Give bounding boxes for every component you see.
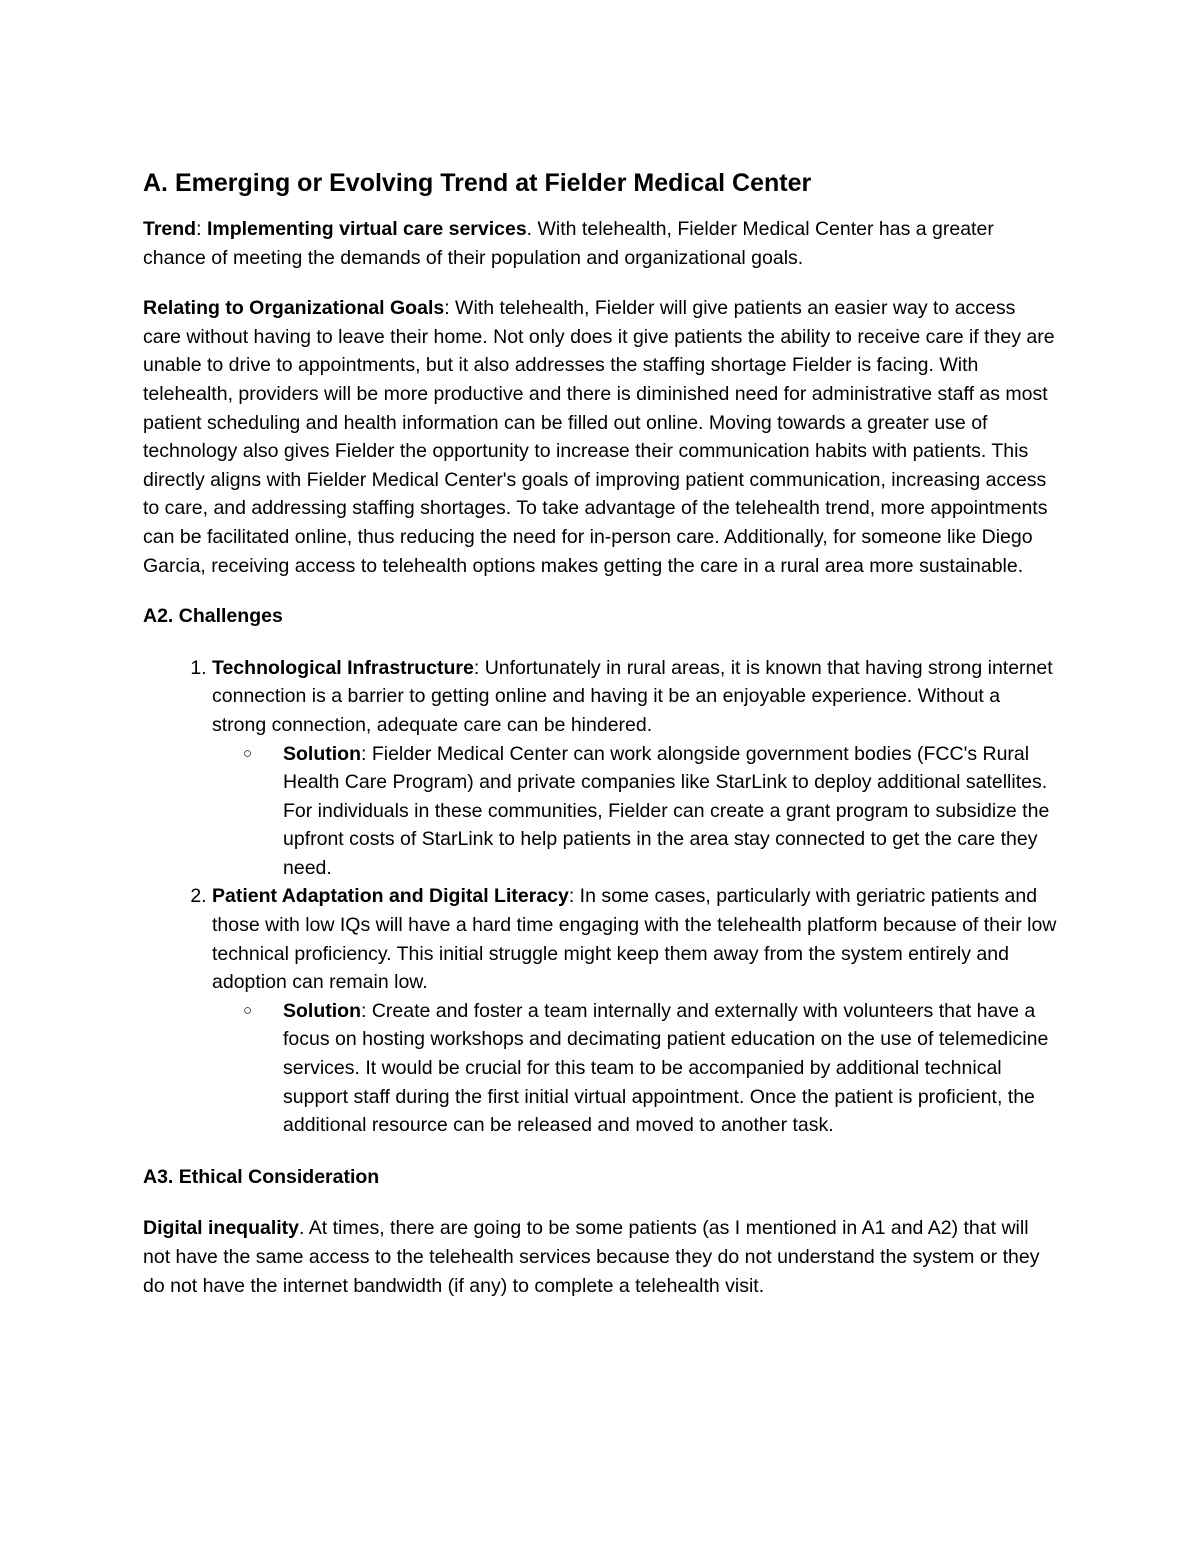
solution-label: Solution xyxy=(283,999,361,1022)
circle-bullet-icon: ○ xyxy=(243,744,253,762)
solution-text: : Fielder Medical Center can work alongside government bodies (FCC's Rural Health Care Program) and private companies like StarLink to deploy additional satellites. For individuals in these communities, Fielder can create a grant program to subsidize the upfront costs of StarLink to help patients in the area stay connected to get the care they need. xyxy=(283,742,1050,879)
trend-emphasis: Implementing virtual care services xyxy=(206,218,527,240)
challenge-label: Technological Infrastructure xyxy=(212,656,474,679)
trend-separator: : xyxy=(196,218,207,240)
solution-item xyxy=(243,740,1058,883)
ethics-paragraph xyxy=(143,1214,1058,1300)
solution-list xyxy=(212,997,1058,1140)
trend-paragraph xyxy=(143,215,1058,272)
challenge-text: : Unfortunately in rural areas, it is known that having strong internet connection is a barrier to getting online and having it be an enjoyable experience. Without a strong connection, adequate care can be hindered. xyxy=(212,656,1053,736)
document-page xyxy=(143,163,1058,1322)
goals-paragraph xyxy=(143,294,1058,580)
trend-text: . With telehealth, Fielder Medical Center has a greater chance of meeting the demands of their population and organizational goals. xyxy=(143,218,994,269)
ethics-heading: A3. Ethical Consideration xyxy=(143,1165,380,1188)
trend-label: Trend xyxy=(143,218,197,240)
challenges-list xyxy=(143,654,1058,1140)
ethics-label: Digital inequality xyxy=(143,1217,300,1240)
document-title: A. Emerging or Evolving Trend at Fielder Medical Center xyxy=(143,169,812,197)
challenge-text: : In some cases, particularly with geriatric patients and those with low IQs will have a hard time engaging with the telehealth platform because of their low technical proficiency. This initial struggle might keep them away from the system entirely and adoption can remain low. xyxy=(212,885,1057,994)
goals-label: Relating to Organizational Goals xyxy=(143,297,445,320)
solution-text: : Create and foster a team internally and externally with volunteers that have a focus on hosting workshops and decimating patient education on the use of telemedicine services. It would be crucial for this team to be accompanied by additional technical support staff during the first initial virtual appointment. Once the patient is proficient, the additional resource can be released and moved to another task. xyxy=(283,999,1049,1137)
list-item xyxy=(212,654,1058,883)
circle-bullet-icon: ○ xyxy=(243,1001,253,1019)
solution-item xyxy=(243,997,1058,1140)
ethics-text: . At times, there are going to be some patients (as I mentioned in A1 and A2) that will not have the same access to the telehealth services because they do not understand the system or they do not have the internet bandwidth (if any) to complete a telehealth visit. xyxy=(143,1217,1040,1297)
solution-list xyxy=(212,740,1058,883)
list-item xyxy=(212,882,1058,1139)
goals-text: : With telehealth, Fielder will give patients an easier way to access care without having to leave their home. Not only does it give patients the ability to receive care if they are unable to drive to appointments, but it also addresses the staffing shortage Fielder is facing. With telehealth, providers will be more productive and there is diminished need for administrative staff as most patient scheduling and health information can be filled out online. Moving towards a greater use of technology also gives Fielder the opportunity to increase their communication habits with patients. This directly aligns with Fielder Medical Center's goals of improving patient communication, increasing access to care, and addressing staffing shortages. To take advantage of the telehealth trend, more appointments can be facilitated online, thus reducing the need for in-person care. Additionally, for someone like Diego Garcia, receiving access to telehealth options makes getting the care in a rural area more sustainable. xyxy=(143,297,1055,577)
challenges-heading: A2. Challenges xyxy=(143,605,283,628)
solution-label: Solution xyxy=(283,742,361,765)
challenge-label: Patient Adaptation and Digital Literacy xyxy=(212,885,569,908)
